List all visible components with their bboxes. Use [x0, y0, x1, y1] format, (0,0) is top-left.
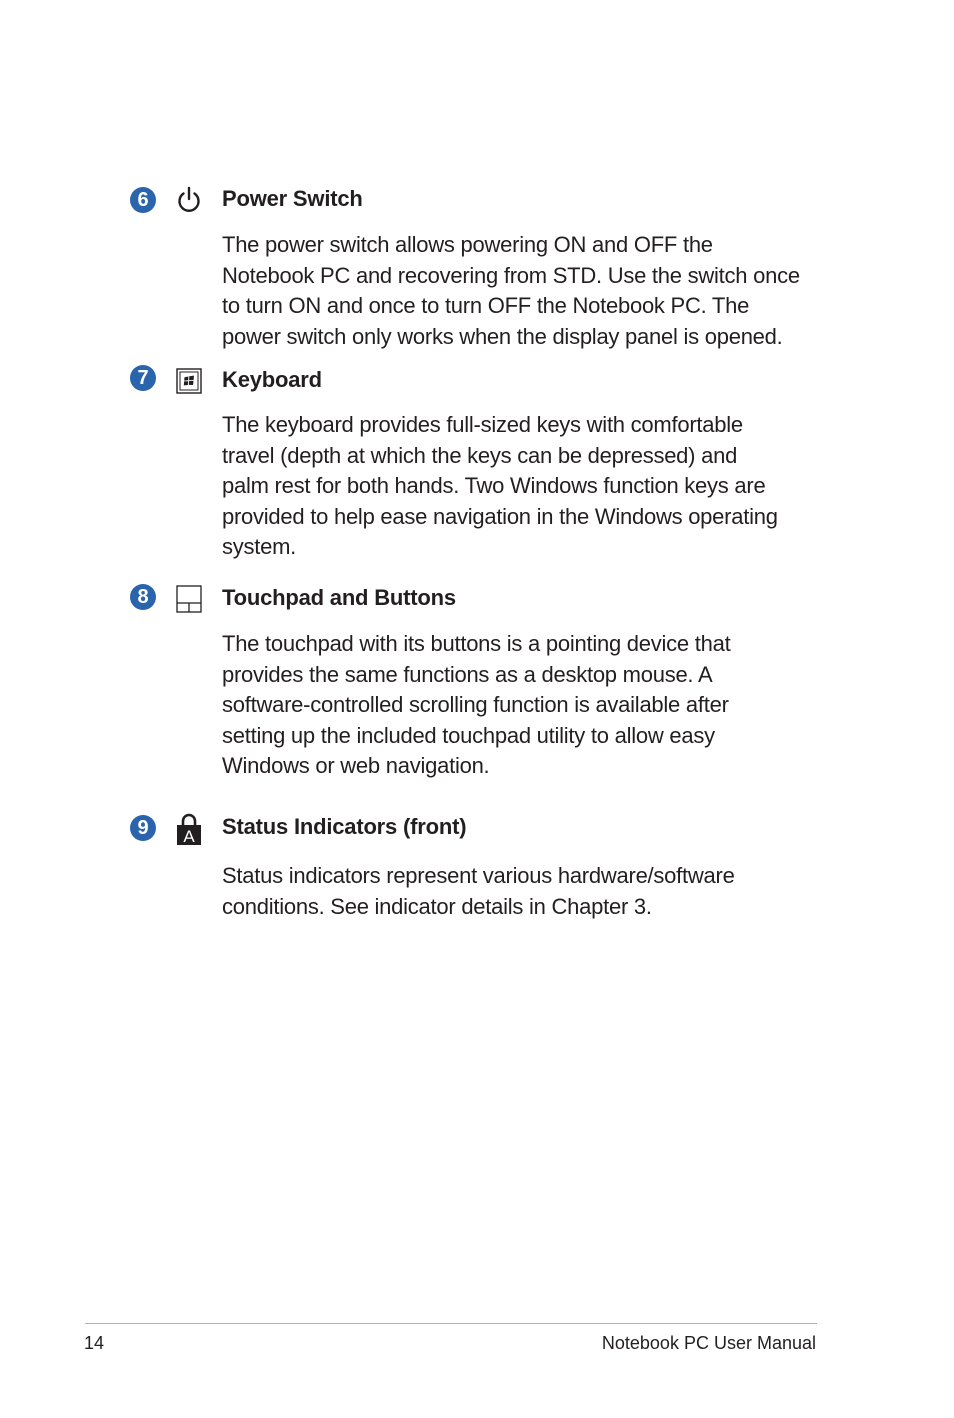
item-title: Keyboard [222, 367, 322, 392]
description-line: The power switch allows powering ON and OFF the [222, 232, 713, 257]
description-line: palm rest for both hands. Two Windows function keys are [222, 473, 766, 498]
description-line: setting up the included touchpad utility to allow easy [222, 722, 715, 748]
item-number-badge: 9 [130, 815, 156, 841]
item-description [222, 861, 822, 922]
description-line: Notebook PC and recovering from STD. Use the switch once [222, 262, 800, 288]
footer-manual-title: Notebook PC User Manual [601, 1333, 816, 1353]
capslock-indicator-icon [174, 812, 204, 846]
keyboard-windows-key-icon [174, 366, 204, 396]
description-line: provides the same functions as a desktop mouse. A [222, 661, 713, 687]
description-line: provided to help ease navigation in the Windows operating [222, 503, 778, 529]
description-line: travel (depth at which the keys can be depressed) and [222, 442, 738, 468]
power-icon [174, 184, 204, 214]
item-number-badge: 6 [130, 187, 156, 213]
description-line: The touchpad with its buttons is a pointing device that [222, 631, 731, 656]
icon-letter: A [183, 827, 195, 846]
description-line: system. [222, 534, 297, 559]
touchpad-icon [174, 584, 204, 614]
description-line: Windows or web navigation. [222, 753, 490, 778]
description-line: power switch only works when the display panel is opened. [222, 323, 783, 349]
footer-divider [85, 1323, 817, 1324]
item-description [222, 629, 822, 782]
description-line: conditions. See indicator details in Chapter 3. [222, 893, 652, 919]
item-number-badge: 8 [130, 584, 156, 610]
description-line: software-controlled scrolling function is available after [222, 692, 729, 717]
page-number: 14 [84, 1333, 105, 1353]
item-title: Status Indicators (front) [222, 814, 467, 839]
description-line: Status indicators represent various hardware/software [222, 863, 735, 888]
description-line: The keyboard provides full-sized keys with comfortable [222, 412, 743, 437]
item-description [222, 410, 822, 563]
item-number-badge: 7 [130, 365, 156, 391]
item-title: Touchpad and Buttons [222, 585, 456, 610]
item-title: Power Switch [222, 186, 363, 211]
item-description [222, 230, 822, 352]
description-line: to turn ON and once to turn OFF the Notebook PC. The [222, 293, 750, 318]
